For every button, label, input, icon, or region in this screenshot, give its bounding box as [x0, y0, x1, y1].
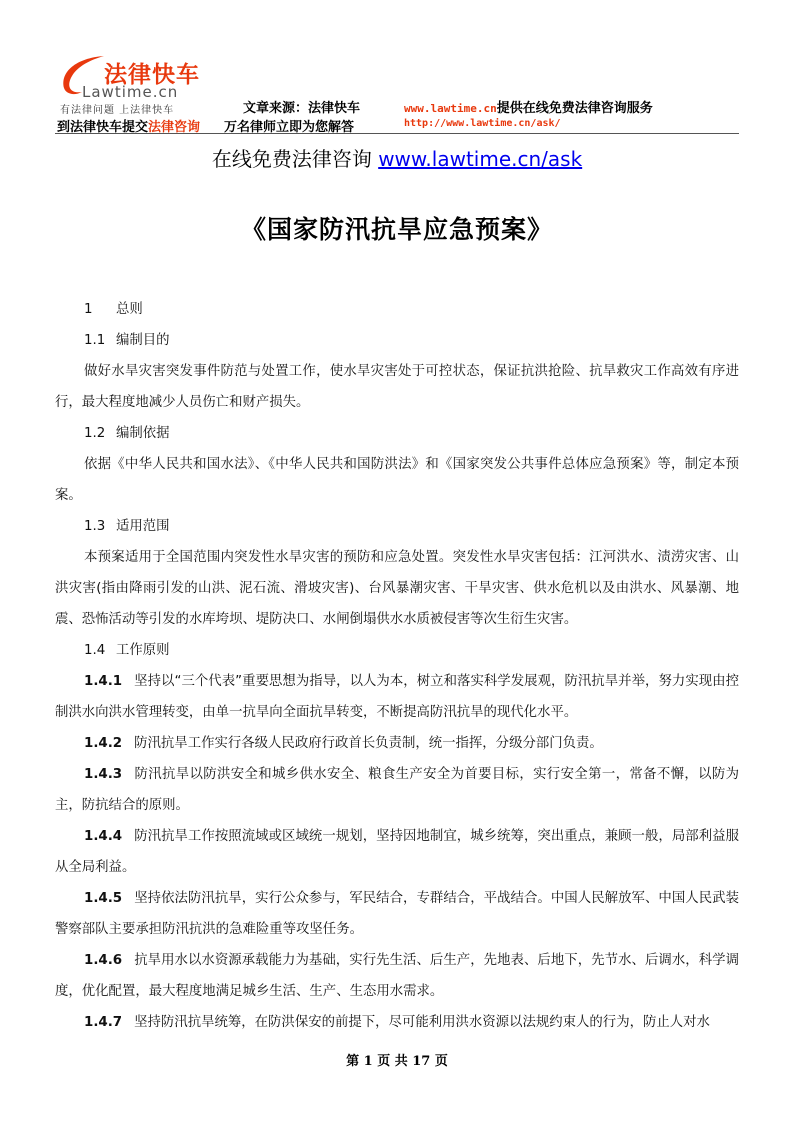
item-text: 防汛抗旱工作实行各级人民政府行政首长负责制，统一指挥，分级分部门负责。 [134, 736, 603, 751]
section-heading [55, 511, 739, 542]
section-number: 1.3 [84, 519, 106, 534]
section-title: 工作原则 [116, 643, 170, 658]
document-title: 《国家防汛抗旱应急预案》 [240, 215, 553, 244]
item-text: 防汛抗旱工作按照流域或区域统一规划，坚持因地制宜，城乡统筹，突出重点，兼顾一般，局部利益服从全局利益。 [55, 829, 739, 875]
site-url-link[interactable]: www.lawtime.cn [404, 102, 497, 115]
body-paragraph: 做好水旱灾害突发事件防范与处置工作，使水旱灾害处于可控状态，保证抗洪抢险、抗旱救灾工作高效有序进行，最大程度地减少人员伤亡和财产损失。 [55, 364, 739, 410]
document-body [55, 294, 739, 1038]
principle-item [55, 759, 739, 821]
body-paragraph: 依据《中华人民共和国水法》、《中华人民共和国防洪法》和《国家突发公共事件总体应急预案》等，制定本预案。 [55, 457, 739, 503]
lawyers-tagline: 万名律师立即为您解答 [224, 120, 355, 135]
header-divider [55, 133, 739, 134]
consult-banner [0, 143, 794, 172]
principle-item [55, 666, 739, 728]
logo-slogan: 有法律问题 上法律快车 [60, 105, 175, 116]
principle-item [55, 728, 739, 759]
section-title: 编制目的 [116, 333, 170, 348]
item-text: 坚持防汛抗旱统筹，在防洪保安的前提下，尽可能利用洪水资源以法规约束人的行为，防止人对水 [134, 1015, 710, 1030]
section-number: 1.4 [84, 643, 106, 658]
item-number: 1.4.4 [84, 829, 123, 844]
item-number: 1.4.5 [84, 891, 123, 906]
section-title: 总则 [116, 302, 143, 317]
section-number: 1.2 [84, 426, 106, 441]
section-title: 适用范围 [116, 519, 170, 534]
item-number: 1.4.7 [84, 1015, 123, 1030]
article-source: 文章来源：法律快车 [243, 101, 361, 116]
lawtime-logo[interactable] [56, 50, 231, 114]
principle-item [55, 1007, 739, 1038]
section-number: 1.1 [84, 333, 106, 348]
submit-highlight: 法律咨询 [148, 120, 201, 135]
principle-item [55, 945, 739, 1007]
principle-item [55, 883, 739, 945]
submit-prefix: 到法律快车提交 [57, 120, 149, 135]
item-number: 1.4.6 [84, 953, 123, 968]
item-text: 坚持依法防汛抗旱，实行公众参与，军民结合，专群结合，平战结合。中国人民解放军、中国人民武装警察部队主要承担防汛抗洪的急难险重等攻坚任务。 [55, 891, 739, 937]
section-heading [55, 294, 739, 325]
item-text: 坚持以“三个代表”重要思想为指导，以人为本，树立和落实科学发展观，防汛抗旱并举，努力实现由控制洪水向洪水管理转变，由单一抗旱向全面抗旱转变，不断提高防汛抗旱的现代化水平。 [55, 674, 739, 720]
item-number: 1.4.2 [84, 736, 123, 751]
ask-url-link[interactable]: http://www.lawtime.cn/ask/ [404, 118, 561, 129]
consult-text: 在线免费法律咨询 [211, 147, 372, 171]
item-text: 防汛抗旱以防洪安全和城乡供水安全、粮食生产安全为首要目标，实行安全第一，常备不懈，以防为主，防抗结合的原则。 [55, 767, 739, 813]
section-title: 编制依据 [116, 426, 170, 441]
section-heading [55, 635, 739, 666]
site-desc: 提供在线免费法律咨询服务 [496, 101, 653, 116]
logo-title: 法律快车 [104, 62, 200, 88]
principle-item [55, 821, 739, 883]
page-footer: 第 1 页 共 17 页 [346, 1054, 448, 1069]
section-number: 1 [84, 302, 93, 317]
consult-link[interactable]: www.lawtime.cn/ask [378, 147, 583, 171]
section-heading [55, 325, 739, 356]
logo-domain: Lawtime.cn [82, 83, 179, 101]
section-heading [55, 418, 739, 449]
item-text: 抗旱用水以水资源承载能力为基础，实行先生活、后生产，先地表、后地下，先节水、后调水，科学调度，优化配置，最大程度地满足城乡生活、生产、生态用水需求。 [55, 953, 739, 999]
item-number: 1.4.1 [84, 674, 123, 689]
site-promo [404, 97, 653, 116]
item-number: 1.4.3 [84, 767, 123, 782]
body-paragraph: 本预案适用于全国范围内突发性水旱灾害的预防和应急处置。突发性水旱灾害包括：江河洪水、渍涝灾害、山洪灾害(指由降雨引发的山洪、泥石流、滑坡灾害)、台风暴潮灾害、干旱灾害、供水危机以及由洪水、风暴潮、地震、恐怖活动等引发的水库垮坝、堤防决口、水闸倒塌供水水质被侵害等次生衍生灾害。 [55, 550, 739, 627]
